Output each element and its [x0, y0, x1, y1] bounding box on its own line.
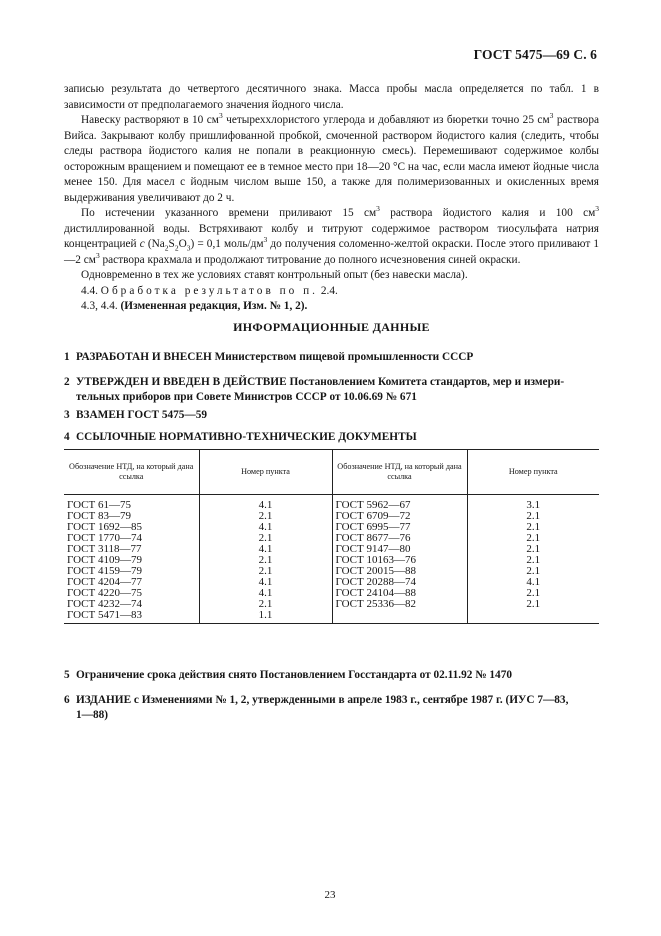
paragraph-continuation: записью результата до четвертого десятичного знака. Масса пробы масла определяется по табл. 1 в зависимости от предполагаемого значения йодного числа.: [64, 83, 599, 111]
page-number: 23: [324, 889, 336, 901]
ref-clause-cell: 2.1: [526, 598, 541, 610]
info-item-5: 5 Ограничение срока действия снято Постановлением Госстандарта от 02.11.92 № 1470: [64, 669, 512, 681]
ref-doc-cell: ГОСТ 3118—77: [64, 544, 199, 555]
ref-doc-cell: ГОСТ 24104—88: [332, 588, 467, 599]
ref-clause-cell: 4.1: [199, 588, 332, 599]
ref-doc-cell: ГОСТ 4109—79: [64, 555, 199, 566]
table-row: [64, 555, 599, 566]
ref-clause-cell: 4.1: [199, 544, 332, 555]
ref-doc-cell: ГОСТ 1770—74: [64, 533, 199, 544]
table-row: [64, 588, 599, 599]
ref-doc-cell: ГОСТ 5471—83: [64, 610, 199, 624]
ref-doc-cell: ГОСТ 4159—79: [64, 566, 199, 577]
ref-clause-cell: 2.1: [526, 521, 541, 533]
info-item-2: 2 УТВЕРЖДЕН И ВВЕДЕН В ДЕЙСТВИЕ Постановлением Комитета стандартов, мер и измери- тельных приборов при Совете Министров СССР от 10.06.69 № 671: [64, 376, 565, 403]
ref-clause-cell: 2.1: [526, 565, 541, 577]
paragraph-processing: 4.4. Обработка результатов по п. 2.4.: [81, 284, 338, 297]
references-table: [64, 449, 599, 624]
col-header-num: Номер пункта: [199, 450, 332, 495]
paragraph-titration: По истечении указанного времени приливают 15 $см^3$ раствора йодистого калия и 100 $см^3$ дистиллированной воды. Встряхивают колбу и титруют содержимое раствором тиосульфата натрия концентрацией c $(Na_2S_2O_3) = 0,1$ моль/$дм^3$ до получения соломенно-желтой окраски. После этого приливают 1—2 $см^3$ раствора крахмала и продолжают титрование до полного исчезновения синей окраски.: [64, 204, 599, 266]
ref-clause-cell: 4.1: [526, 576, 541, 588]
table-header-row: [64, 450, 599, 495]
table-row: [64, 599, 599, 610]
table-row: [64, 577, 599, 588]
ref-clause-cell: 2.1: [526, 532, 541, 544]
ref-clause-cell: 2.1: [199, 511, 332, 522]
table-row: [64, 522, 599, 533]
table-row: [64, 495, 599, 512]
ref-clause-cell: [467, 610, 599, 624]
section-title: ИНФОРМАЦИОННЫЕ ДАННЫЕ: [233, 320, 430, 334]
ref-clause-cell: 2.1: [526, 587, 541, 599]
info-item-3: 3 ВЗАМЕН ГОСТ 5475—59: [64, 409, 208, 421]
table-row: [64, 511, 599, 522]
ref-clause-cell: 3.1: [526, 499, 541, 511]
ref-doc-cell: ГОСТ 6709—72: [332, 511, 467, 522]
col-header-doc: Обозначение НТД, на который дана ссылка: [64, 450, 199, 495]
ref-clause-cell: 2.1: [199, 566, 332, 577]
info-item-6: 6 ИЗДАНИЕ с Изменениями № 1, 2, утвержденными в апреле 1983 г., сентябре 1987 г. (ИУС 7—83, 1—88): [64, 694, 569, 721]
ref-doc-cell: ГОСТ 4232—74: [64, 599, 199, 610]
ref-clause-cell: 2.1: [199, 599, 332, 610]
ref-clause-cell: 2.1: [199, 555, 332, 566]
body-text: [64, 82, 599, 315]
ref-doc-cell: [332, 610, 467, 624]
ref-doc-cell: ГОСТ 83—79: [64, 511, 199, 522]
ref-clause-cell: 1.1: [199, 610, 332, 624]
ref-doc-cell: ГОСТ 8677—76: [332, 533, 467, 544]
ref-doc-cell: ГОСТ 1692—85: [64, 522, 199, 533]
ref-doc-cell: ГОСТ 61—75: [64, 495, 199, 512]
ref-doc-cell: ГОСТ 6995—77: [332, 522, 467, 533]
col-header-doc: Обозначение НТД, на который дана ссылка: [332, 450, 467, 495]
ref-doc-cell: ГОСТ 25336—82: [332, 599, 467, 610]
paragraph-weighing: Навеску растворяют в 10 $см^3$ четыреххлористого углерода и добавляют из бюретки точно 25 $см^3$ раствора Вийса. Закрывают колбу пришлифованной пробкой, смоченной раствором йодистого калия (следить, чтобы следы раствора йодистого калия не попали в реакционную смесь). Перемешивают содержимое колбы осторожным вращением и помещают ее в темное место при 18—20 °С на час, если масла имеют йодные числа менее 150. Для масел с йодным числом выше 150, а также для полимеризованных и окисленных время выдерживания увеличивают до 2 ч.: [64, 111, 599, 204]
ref-doc-cell: ГОСТ 10163—76: [332, 555, 467, 566]
ref-doc-cell: ГОСТ 20015—88: [332, 566, 467, 577]
ref-doc-cell: ГОСТ 5962—67: [332, 495, 467, 512]
ref-doc-cell: ГОСТ 9147—80: [332, 544, 467, 555]
paragraph-control: Одновременно в тех же условиях ставят контрольный опыт (без навески масла).: [81, 269, 468, 281]
ref-clause-cell: 2.1: [526, 510, 541, 522]
ref-doc-cell: ГОСТ 4220—75: [64, 588, 199, 599]
table-row: [64, 610, 599, 624]
table-row: [64, 544, 599, 555]
ref-clause-cell: 2.1: [199, 533, 332, 544]
paragraph-amendment: 4.3, 4.4. (Измененная редакция, Изм. № 1, 2).: [81, 300, 308, 312]
ref-clause-cell: 4.1: [199, 522, 332, 533]
ref-doc-cell: ГОСТ 4204—77: [64, 577, 199, 588]
page-header: ГОСТ 5475—69 С. 6: [473, 47, 597, 62]
table-row: [64, 533, 599, 544]
ref-clause-cell: 2.1: [526, 554, 541, 566]
info-item-4: 4 ССЫЛОЧНЫЕ НОРМАТИВНО-ТЕХНИЧЕСКИЕ ДОКУМЕНТЫ: [64, 431, 417, 443]
table-row: [64, 566, 599, 577]
col-header-num: Номер пункта: [467, 450, 599, 495]
ref-clause-cell: 4.1: [199, 495, 332, 512]
ref-clause-cell: 2.1: [526, 543, 541, 555]
ref-doc-cell: ГОСТ 20288—74: [332, 577, 467, 588]
ref-clause-cell: 4.1: [199, 577, 332, 588]
info-item-1: 1 РАЗРАБОТАН И ВНЕСЕН Министерством пищевой промышленности СССР: [64, 351, 474, 363]
